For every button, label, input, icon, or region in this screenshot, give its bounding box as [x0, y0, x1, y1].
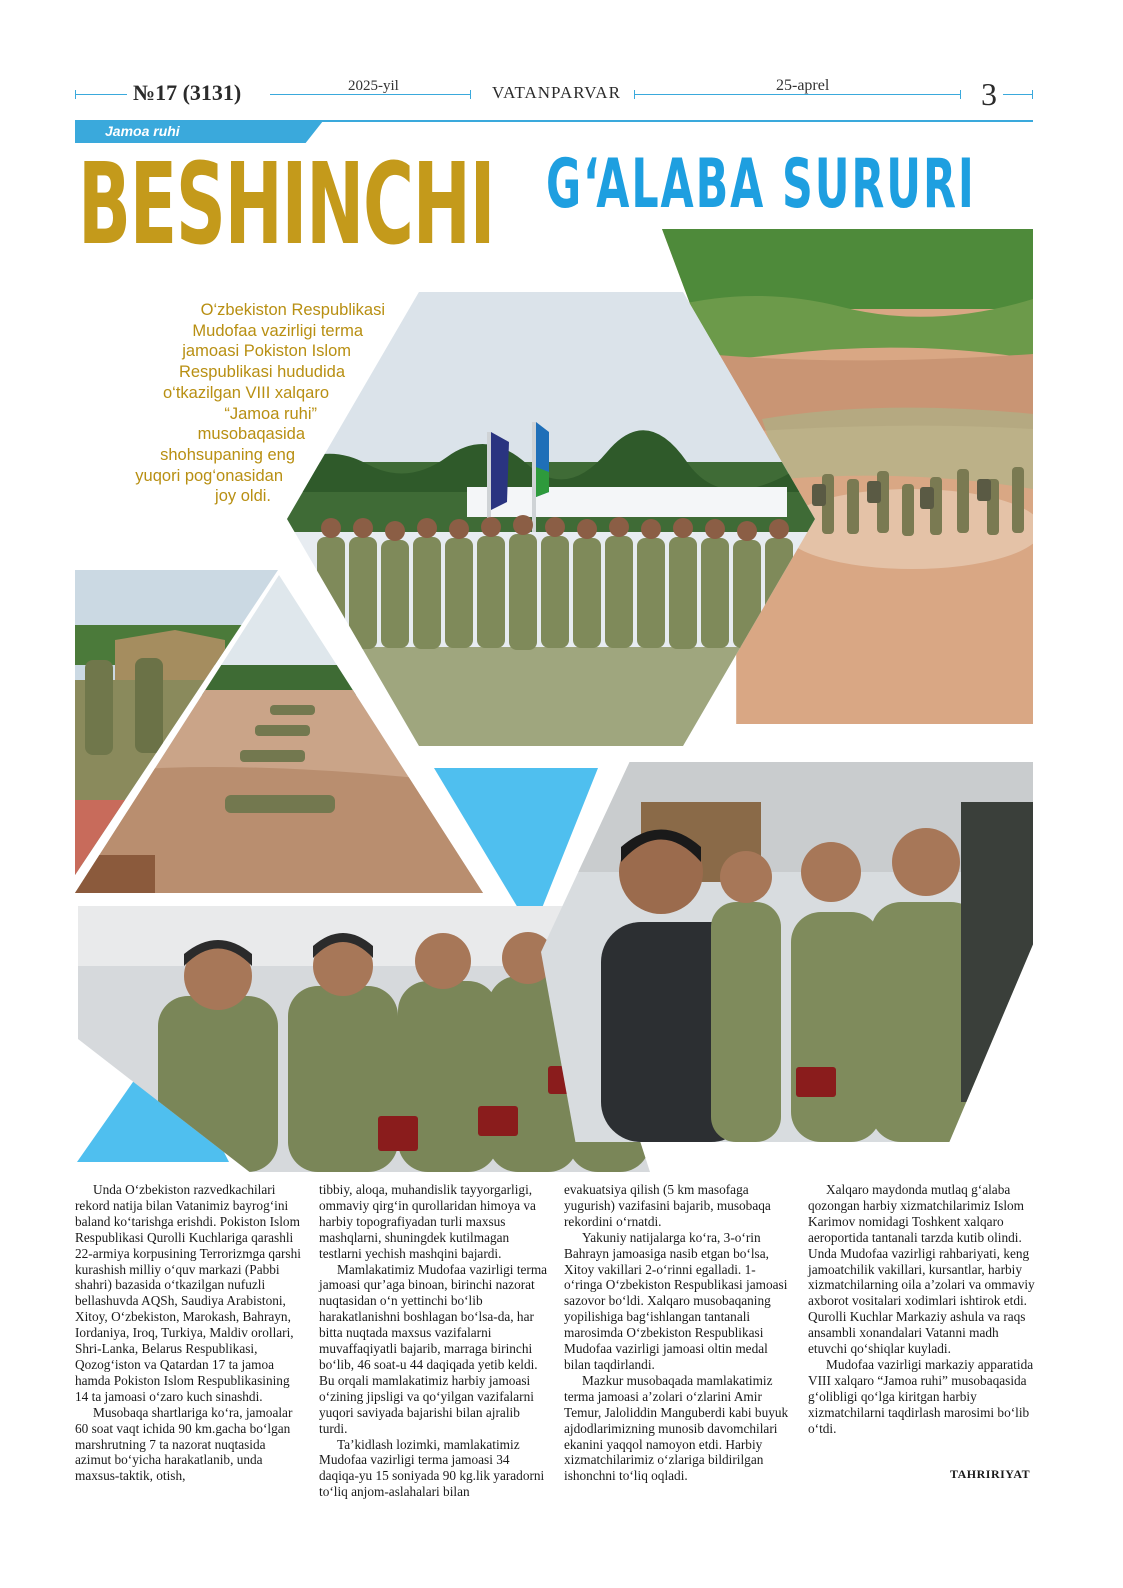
lead-line: musobaqasida	[197, 425, 305, 444]
headline-sub: G‘ALABA SURURI	[546, 145, 976, 224]
lead-line: joy oldi.	[215, 487, 271, 506]
issue-number: №17 (3131)	[133, 80, 242, 105]
lead-line: jamoasi Pokiston Islom	[182, 342, 351, 361]
header-rule	[1003, 94, 1033, 95]
article-column-1	[75, 1182, 305, 1484]
paragraph: Mamlakatimiz Mudofaa vazirligi terma jamoasi qur’aga binoan, birinchi nazorat nuqtasidan o‘n yettinchi bo‘lib harakatlanishni boshlagan bo‘lsa-da, har bitta nuqtada maxsus vazifalarni muvaffaqiyatli bajarib, marraga birinchi bo‘lib, 46 soat-u 44 daqiqada yetib keldi. Bu orqali mamlakatimiz harbiy jamoasi o‘zining jipsligi va qo‘yilgan vazifalarni yuqori saviyada bajarishi bilan ajralib turdi.	[319, 1261, 548, 1436]
paragraph: Mazkur musobaqada mamlakatimiz terma jamoasi a’zolari o‘zlarini Amir Temur, Jaloliddin Manguberdi kabi buyuk ajdodlarimizning munosib davomchilari ekanini yaqqol namoyon etdi. Harbiy xizmatchilarimiz o‘zlariga bildirilgan ishonchni to‘liq oqladi.	[564, 1372, 789, 1484]
paragraph: Yakuniy natijalarga ko‘ra, 3-o‘rin Bahrayn jamoasiga nasib etgan bo‘lsa, Xitoy vakillari 2-o‘rinni egalladi. 1-o‘ringa O‘zbekiston Respublikasi jamoasi sazovor bo‘ldi. Xalqaro musobaqaning yopilishiga bag‘ishlangan tantanali marosimda O‘zbekiston Respublikasi Mudofaa vazirligi jamoasi oltin medal bilan taqdirlandi.	[564, 1229, 788, 1372]
issue-date: 25-aprel	[776, 77, 830, 94]
paragraph: Mudofaa vazirligi markaziy apparatida VIII xalqaro “Jamoa ruhi” musobaqasida g‘olibligi qo‘lga kiritgan harbiy xizmatchilarni taqdirlash marosimi bo‘lib o‘tdi.	[808, 1356, 1034, 1436]
lead-line: Mudofaa vazirligi terma	[192, 321, 363, 340]
lead-line: “Jamoa ruhi”	[224, 404, 317, 423]
article-column-4	[808, 1182, 1038, 1437]
header-tick	[470, 90, 471, 99]
header-tick	[75, 90, 76, 99]
article-column-2	[319, 1182, 549, 1500]
rubric-label: Jamoa ruhi	[105, 123, 180, 139]
issue-year: 2025-yil	[348, 78, 399, 94]
photo-award-ceremony	[541, 762, 1033, 1142]
header-rule	[75, 94, 127, 95]
paragraph: tibbiy, aloqa, muhandislik tayyorgarligi, ommaviy qirg‘in qurollaridan himoya va harbiy topografiyadan turli maxsus mashqlarni, shuningdek kutilmagan testlarni yechish mashqini bajardi.	[319, 1182, 536, 1261]
paragraph: evakuatsiya qilish (5 km masofaga yugurish) vazifasini bajarib, musobaqa rekordini o‘rnatdi.	[564, 1182, 771, 1229]
lead-line: o‘tkazilgan VIII xalqaro	[162, 383, 329, 402]
paragraph: Musobaqa shartlariga ko‘ra, jamoalar 60 soat vaqt ichida 90 km.gacha bo‘lgan marshrutning 7 ta nazorat nuqtasida azimut bo‘yicha harakatlanib, unda maxsus-taktik, otish,	[75, 1404, 293, 1484]
paragraph: Xalqaro maydonda mutlaq g‘alaba qozongan harbiy xizmatchilarimiz Islom Karimov nomidagi Toshkent xalqaro aeroportida tantanali tarzda kutib olindi. Unda Mudofaa vazirligi rahbariyati, keng jamoatchilik vakillari, kursantlar, harbiy xizmatchilarning oila a’zolari va ommaviy axborot vositalari xodimlari ishtirok etdi. Qurolli Kuchlar Markaziy ashula va raqs ansambli xonandalari Vatanni madh etuvchi qo‘shiqlar kuyladi.	[808, 1182, 1035, 1357]
article-signature: TAHRIRIYAT	[950, 1467, 1031, 1481]
lead-line: yuqori pog‘onasidan	[135, 466, 283, 485]
newspaper-name: VATANPARVAR	[492, 83, 621, 102]
lead-line: Respublikasi hududida	[178, 363, 345, 382]
lead-line: O‘zbekiston Respublikasi	[200, 301, 385, 319]
article-column-3	[564, 1182, 794, 1484]
headline-main: BESHINCHI	[78, 140, 495, 270]
paragraph: Unda O‘zbekiston razvedkachilari rekord natija bilan Vatanimiz bayrog‘ini baland ko‘tarishga erishdi. Pokiston Islom Respublikasi Qurolli Kuchlariga qarashli 22-armiya korpusining Terrorizmga qarshi kurashish milliy o‘quv markazi (Pabbi shahri) bazasida o‘tkazilgan nufuzli bellashuvda AQSh, Saudiya Arabistoni, Xitoy, O‘zbekiston, Marokash, Bahrayn, Iordaniya, Iroq, Turkiya, Maldiv orollari, Shri-Lanka, Belarus Respublikasi, Qozog‘iston va Qatardan 17 ta jamoa hamda Pokiston Islom Respublikasining 14 ta jamoasi o‘zaro kuch sinashdi.	[75, 1182, 301, 1404]
header-tick	[1032, 90, 1033, 99]
paragraph: Ta’kidlash lozimki, mamlakatimiz Mudofaa vazirligi terma jamoasi 34 daqiqa-yu 15 soniyada 90 kg.lik yaradorni to‘liq anjom-aslahalari bilan	[319, 1436, 545, 1500]
lead-line: shohsupaning eng	[160, 445, 295, 464]
header-tick	[960, 90, 961, 99]
page-number: 3	[981, 76, 997, 112]
